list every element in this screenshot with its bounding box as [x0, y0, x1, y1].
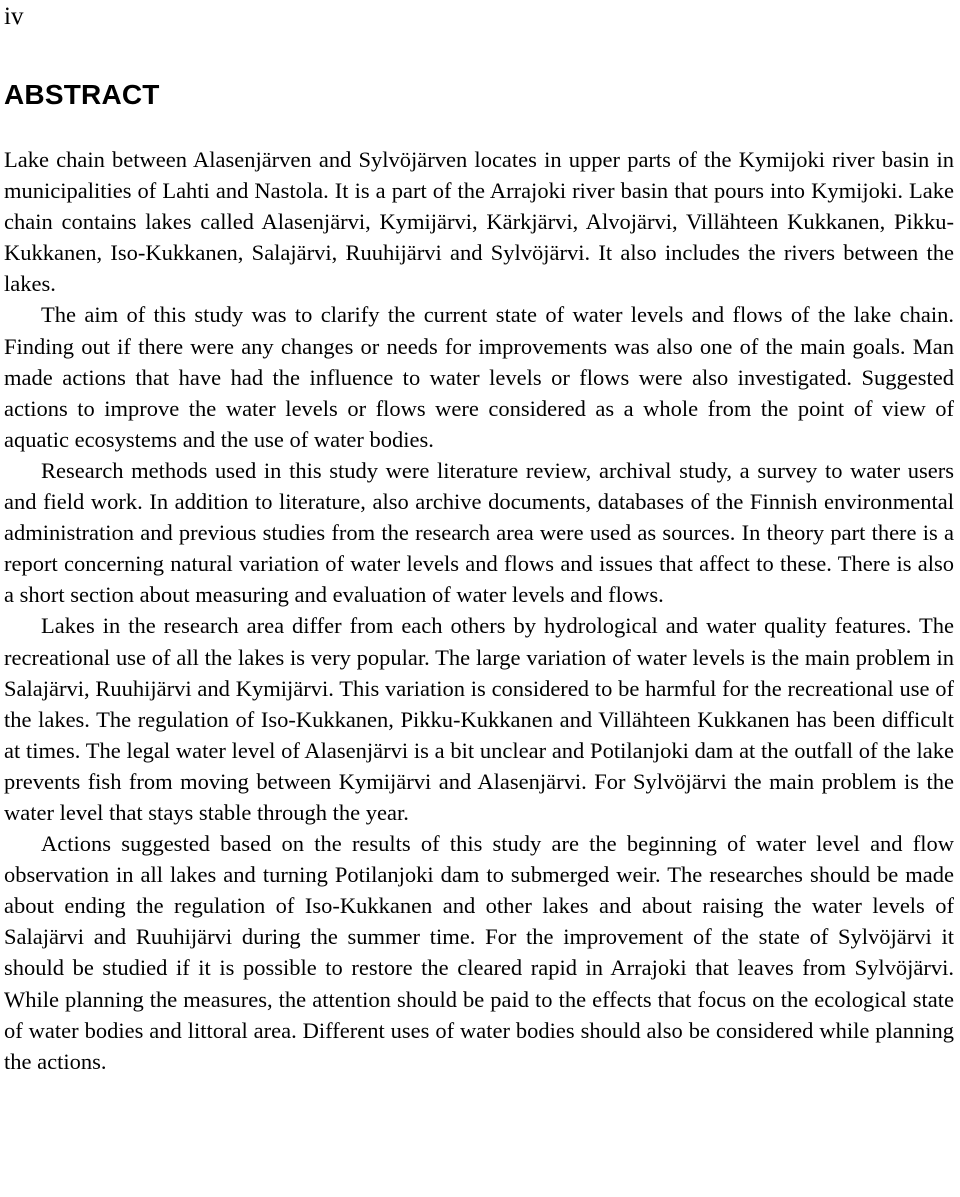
abstract-paragraph-2: The aim of this study was to clarify the current state of water levels and flows of the lake chain. Finding out if there were any changes or needs for improvements was also one of the main goals. Man made actions that have had the influence to water levels or flows were also investigated. Suggested actions to improve the water levels or flows were considered as a whole from the point of view of aquatic ecosystems and the use of water bodies. [4, 302, 954, 452]
abstract-paragraph-5: Actions suggested based on the results of this study are the beginning of water level and flow observation in all lakes and turning Potilanjoki dam to submerged weir. The researches should be made about ending the regulation of Iso-Kukkanen and other lakes and about raising the water levels of Salajärvi and Ruuhijärvi during the summer time. For the improvement of the state of Sylvöjärvi it should be studied if it is possible to restore the cleared rapid in Arrajoki that leaves from Sylvöjärvi. While planning the measures, the attention should be paid to the effects that focus on the ecological state of water bodies and littoral area. Different uses of water bodies should also be considered while planning the actions. [4, 831, 954, 1074]
abstract-paragraph-1: Lake chain between Alasenjärven and Sylvöjärven locates in upper parts of the Kymijoki river basin in municipalities of Lahti and Nastola. It is a part of the Arrajoki river basin that pours into Kymijoki. Lake chain contains lakes called Alasenjärvi, Kymijärvi, Kärkjärvi, Alvojärvi, Villähteen Kukkanen, Pikku-Kukkanen, Iso-Kukkanen, Salajärvi, Ruuhijärvi and Sylvöjärvi. It also includes the rivers between the lakes. [4, 147, 954, 297]
abstract-paragraph-3: Research methods used in this study were literature review, archival study, a survey to water users and field work. In addition to literature, also archive documents, databases of the Finnish environmental administration and previous studies from the research area were used as sources. In theory part there is a report concerning natural variation of water levels and flows and issues that affect to these. There is also a short section about measuring and evaluation of water levels and flows. [4, 457, 954, 608]
abstract-heading: ABSTRACT [4, 79, 160, 110]
abstract-body [4, 144, 954, 1077]
abstract-paragraph-4: Lakes in the research area differ from each others by hydrological and water quality features. The recreational use of all the lakes is very popular. The large variation of water levels is the main problem in Salajärvi, Ruuhijärvi and Kymijärvi. This variation is considered to be harmful for the recreational use of the lakes. The regulation of Iso-Kukkanen, Pikku-Kukkanen and Villähteen Kukkanen has been difficult at times. The legal water level of Alasenjärvi is a bit unclear and Potilanjoki dam at the outfall of the lake prevents fish from moving between Kymijärvi and Alasenjärvi. For Sylvöjärvi the main problem is the water level that stays stable through the year. [4, 613, 954, 825]
page-number: iv [4, 3, 24, 30]
